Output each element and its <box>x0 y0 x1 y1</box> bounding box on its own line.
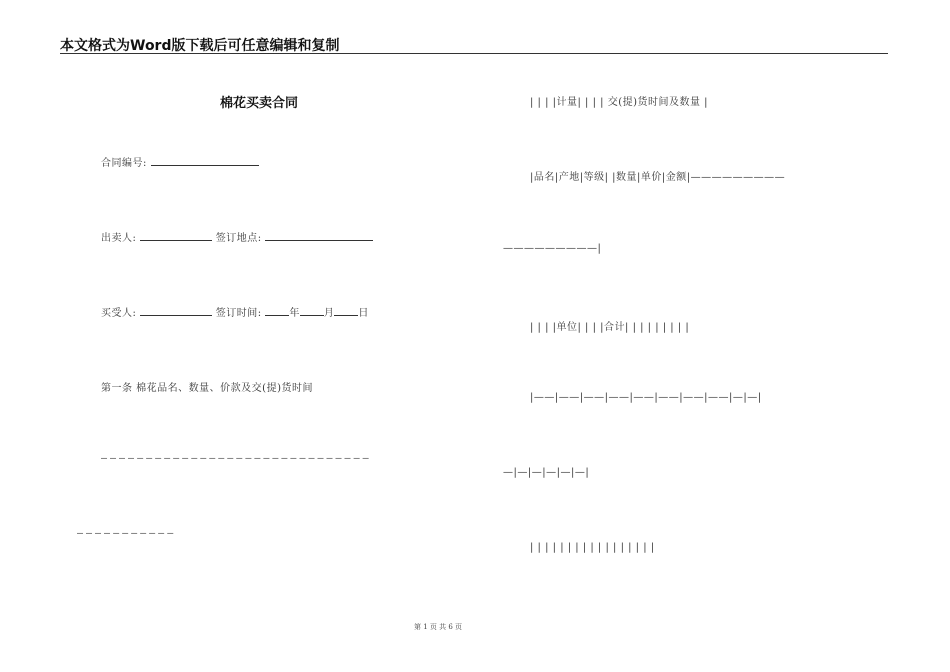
contract-number-label: 合同编号: <box>101 158 147 169</box>
table-row-4: | | | |单位| | | |合计| | | | | | | | | <box>530 322 690 333</box>
day-blank <box>334 304 358 316</box>
sign-place-blank <box>265 229 373 241</box>
dash-line-2: ——————————— <box>77 528 177 539</box>
month-blank <box>300 304 324 316</box>
buyer-line <box>101 304 369 319</box>
contract-number-line <box>101 154 259 169</box>
header-divider <box>60 53 888 54</box>
article-1-heading: 第一条 棉花品名、数量、价款及交(提)货时间 <box>101 383 313 394</box>
buyer-blank <box>140 304 212 316</box>
table-row-3: —————————| <box>503 243 602 254</box>
header-banner: 本文格式为Word版下载后可任意编辑和复制 <box>60 38 340 54</box>
sign-time-label: 签订时间: <box>215 308 262 319</box>
seller-label: 出卖人: <box>101 233 137 244</box>
day-label: 日 <box>358 308 369 319</box>
buyer-label: 买受人: <box>101 308 137 319</box>
dash-line-1: —————————————————————————————— <box>101 453 372 464</box>
table-row-1: | | | |计量| | | | 交(提)货时间及数量 | <box>530 97 709 108</box>
seller-line <box>101 229 373 244</box>
document-title: 棉花买卖合同 <box>220 96 299 111</box>
table-row-7: | | | | | | | | | | | | | | | | | <box>530 542 655 553</box>
month-label: 月 <box>323 308 335 319</box>
seller-blank <box>140 229 212 241</box>
table-row-5: |——|——|——|——|——|——|——|——|—|—| <box>530 392 762 403</box>
table-row-2: |品名|产地|等级| |数量|单价|金额|————————— <box>530 172 786 183</box>
year-label: 年 <box>289 308 300 319</box>
table-row-6: —|—|—|—|—|—| <box>503 467 590 478</box>
year-blank <box>265 304 289 316</box>
contract-number-blank <box>151 154 259 166</box>
sign-place-label: 签订地点: <box>215 233 262 244</box>
page-number-footer: 第 1 页 共 6 页 <box>414 623 463 631</box>
